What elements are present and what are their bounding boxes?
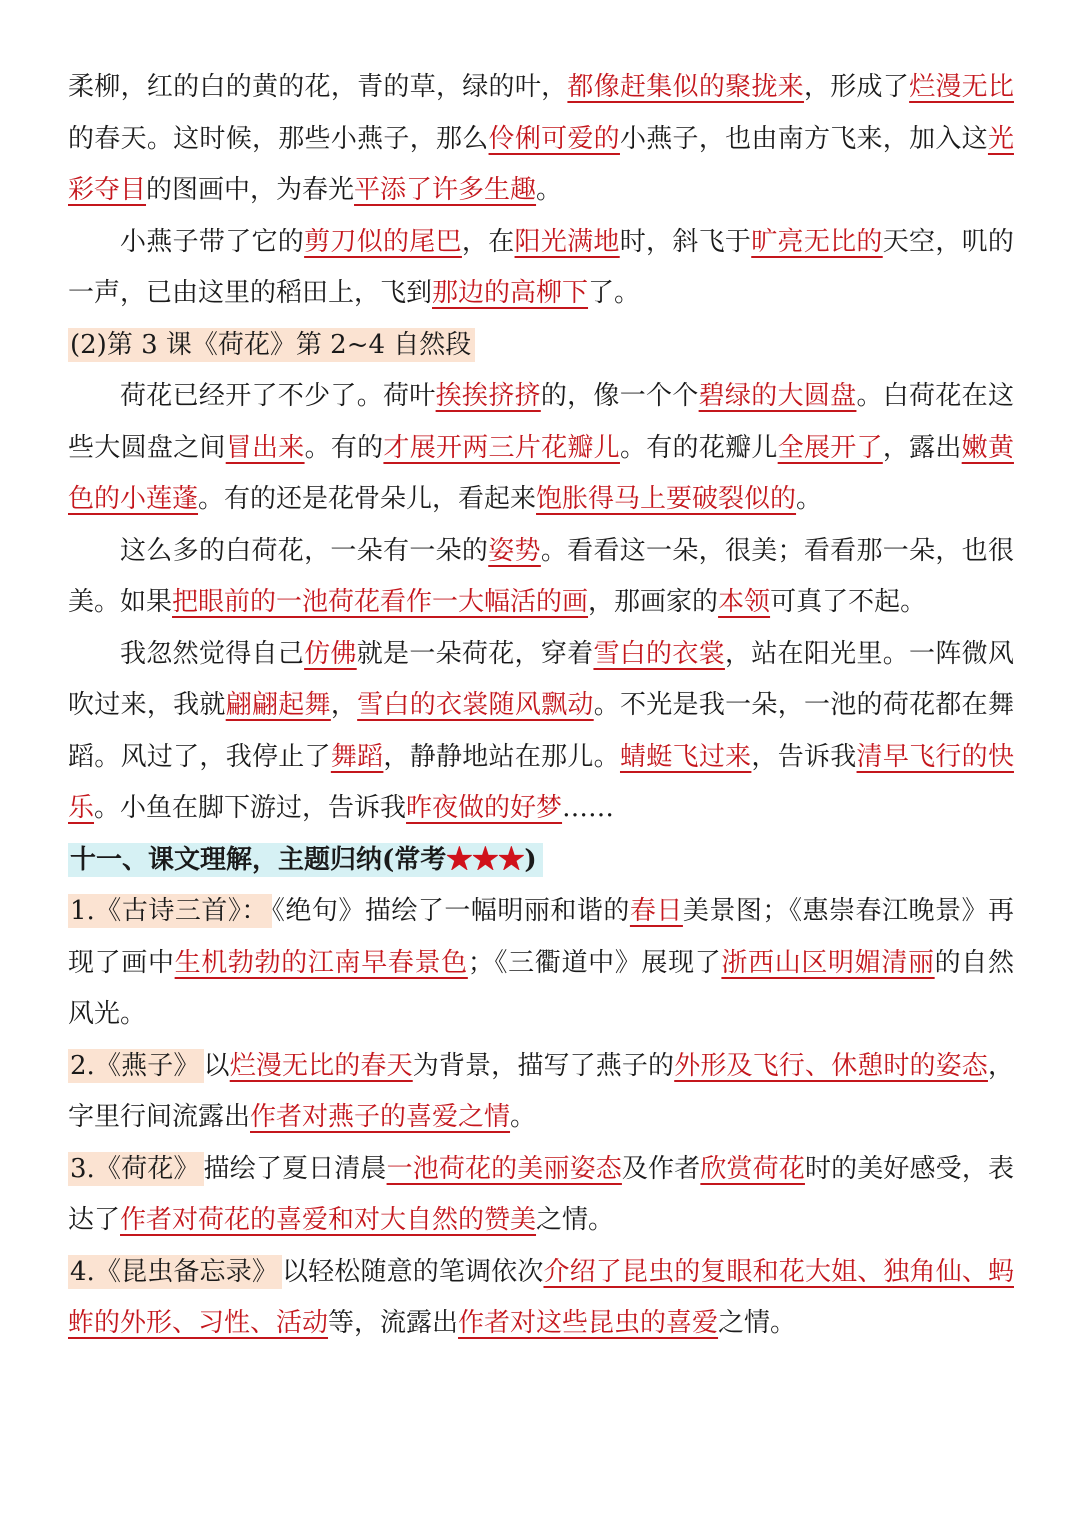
text: 我忽然觉得自己	[120, 638, 305, 669]
text: ，	[330, 690, 358, 720]
summary-item-1	[68, 886, 1014, 1041]
text: 的图画中，为春光	[146, 175, 355, 205]
key-phrase: 姿势	[488, 535, 541, 566]
item-tag: 4.《昆虫备忘录》	[68, 1255, 282, 1289]
key-phrase: 作者对荷花的喜爱和对大自然的赞美	[120, 1205, 537, 1235]
lotus-subheading	[68, 320, 1014, 372]
text: 了。	[588, 278, 641, 308]
text: ；《三衢道中》展现了	[467, 947, 722, 978]
key-phrase: 作者对燕子的喜爱之情	[250, 1102, 511, 1132]
key-phrase: 平添了许多生趣	[354, 175, 537, 205]
text: ，告诉我	[751, 741, 857, 772]
key-phrase: 仿佛	[304, 638, 357, 669]
text: 这么多的白荷花，一朵有一朵的	[120, 535, 489, 566]
text: ，露出	[882, 432, 962, 463]
text: 。	[536, 175, 563, 205]
key-phrase: 烂漫无比的春天	[229, 1050, 413, 1081]
section-title: 十一、课文理解，主题归纳(常考	[70, 844, 447, 875]
key-phrase: 饱胀得马上要破裂似的	[536, 484, 797, 514]
key-phrase: 全展开了	[777, 432, 883, 463]
text: 的春天。这时候，那些小燕子，那么	[68, 123, 489, 154]
key-phrase: 欣赏荷花	[700, 1153, 805, 1184]
text: 《绝句》描绘了一幅明丽和谐的	[271, 896, 630, 926]
text: 小燕子，也由南方飞来，加入这	[619, 123, 988, 154]
text: 以	[203, 1050, 230, 1081]
key-phrase: 都像赶集似的聚拢来	[567, 72, 804, 102]
key-phrase: 嫩黄色的小莲蓬	[68, 432, 1014, 514]
text: 等，流露出	[328, 1308, 459, 1338]
text: 就是一朵荷花，穿着	[356, 638, 594, 669]
key-phrase: 一池荷花的美丽姿态	[386, 1153, 622, 1184]
text: ，字里行间流露出	[68, 1050, 1014, 1132]
key-phrase: 舞蹈	[330, 741, 384, 772]
text: ，形成了	[803, 72, 910, 102]
key-phrase: 旷亮无比的	[751, 226, 883, 257]
lotus-paragraph-3	[68, 629, 1014, 835]
yanzi-paragraph-2	[68, 217, 1014, 320]
key-phrase: 才展开两三片花瓣儿	[383, 432, 620, 463]
text: 时，斜飞于	[619, 226, 752, 257]
text: 。有的	[304, 432, 384, 463]
key-phrase: 那边的高柳下	[432, 278, 589, 308]
text: 。看看这一朵，很美；看看那一朵，也很美。如果	[68, 535, 1014, 617]
item-tag: 1.《古诗三首》：	[68, 894, 272, 928]
key-phrase: 作者对这些昆虫的喜爱	[458, 1308, 719, 1338]
document-page	[68, 62, 1014, 1350]
star-icon: ★★★	[446, 844, 525, 875]
lotus-paragraph-1	[68, 371, 1014, 526]
text: 美景图；《惠崇春江晚景》再现了画中	[68, 896, 1014, 978]
key-phrase: 把眼前的一池荷花看作一大幅活的画	[172, 587, 589, 617]
key-phrase: 生机勃勃的江南早春景色	[174, 947, 468, 978]
text: 。白荷花在这些大圆盘之间	[68, 381, 1014, 463]
text: 及作者	[621, 1153, 701, 1184]
item-tag: 3.《荷花》	[68, 1152, 204, 1186]
summary-item-4	[68, 1247, 1014, 1350]
yanzi-paragraph-1	[68, 62, 1014, 217]
text: 荷花已经开了不少了。荷叶	[120, 381, 436, 411]
text: 之情。	[536, 1205, 615, 1235]
item-tag: 2.《燕子》	[68, 1049, 204, 1083]
key-phrase: 雪白的衣裳随风飘动	[357, 690, 594, 720]
key-phrase: 伶俐可爱的	[488, 123, 620, 154]
text: 时的美好感受，表达了	[68, 1153, 1014, 1235]
section-title-close: )	[524, 844, 537, 875]
text: 的，像一个个	[540, 381, 699, 411]
key-phrase: 清早飞行的快乐	[68, 741, 1014, 823]
key-phrase: 翩翩起舞	[225, 690, 331, 720]
text: 。	[510, 1102, 537, 1132]
key-phrase: 介绍了昆虫的复眼和花大姐、独角仙、蚂蚱的外形、习性、活动	[68, 1256, 1014, 1338]
text: 。不光是我一朵，一池的荷花都在舞蹈。风过了，我停止了	[68, 690, 1014, 772]
key-phrase: 春日	[629, 896, 683, 926]
text: 。	[796, 484, 823, 514]
text: 小燕子带了它的	[120, 226, 305, 257]
key-phrase: 挨挨挤挤	[435, 381, 541, 411]
text: 。小鱼在脚下游过，告诉我	[94, 793, 407, 823]
lotus-paragraph-2	[68, 526, 1014, 629]
text: 之情。	[718, 1308, 797, 1338]
key-phrase: 烂漫无比	[909, 72, 1014, 102]
text: 柔柳，红的白的黄的花，青的草，绿的叶，	[68, 72, 568, 102]
summary-item-3	[68, 1144, 1014, 1247]
key-phrase: 雪白的衣裳	[593, 638, 725, 669]
text: 。有的花瓣儿	[619, 432, 778, 463]
text: 为背景，描写了燕子的	[412, 1050, 675, 1081]
section-heading-label	[68, 843, 543, 877]
text: 的自然风光。	[68, 947, 1014, 1029]
key-phrase: 浙西山区明媚清丽	[721, 947, 935, 978]
text: ，站在阳光里。一阵微风吹过来，我就	[68, 638, 1014, 720]
summary-item-2	[68, 1041, 1014, 1144]
key-phrase: 冒出来	[225, 432, 305, 463]
text: 描绘了夏日清晨	[203, 1153, 387, 1184]
text: 以轻松随意的笔调依次	[282, 1256, 544, 1287]
text: ，在	[461, 226, 515, 257]
text: ……	[562, 793, 615, 823]
key-phrase: 本领	[718, 587, 771, 617]
key-phrase: 剪刀似的尾巴	[304, 226, 462, 257]
text: ，静静地站在那儿。	[383, 741, 620, 772]
lotus-subheading-label: (2)第 3 课《荷花》第 2~4 自然段	[68, 328, 475, 362]
key-phrase: 昨夜做的好梦	[406, 793, 563, 823]
key-phrase: 阳光满地	[514, 226, 620, 257]
key-phrase: 外形及飞行、休憩时的姿态	[674, 1050, 988, 1081]
key-phrase: 碧绿的大圆盘	[698, 381, 857, 411]
text: 。有的还是花骨朵儿，看起来	[198, 484, 537, 514]
key-phrase: 蜻蜓飞过来	[619, 741, 752, 772]
text: ，那画家的	[588, 587, 719, 617]
text: 天空，叽的一声，已由这里的稻田上，飞到	[68, 226, 1014, 308]
section-heading	[68, 835, 1014, 887]
key-phrase: 光彩夺目	[68, 123, 1014, 205]
text: 可真了不起。	[770, 587, 927, 617]
